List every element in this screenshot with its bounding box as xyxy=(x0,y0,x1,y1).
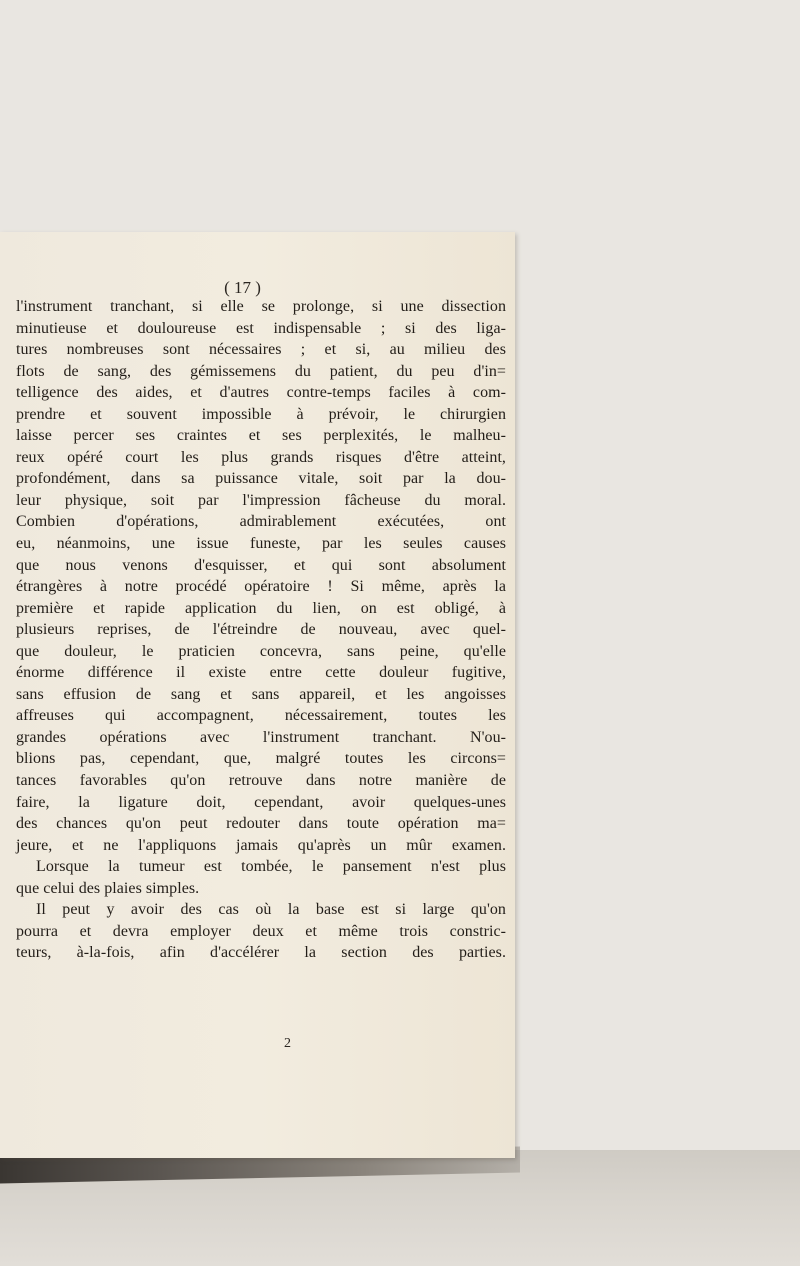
text-line-31: teurs, à-la-fois, afin d'accélérer la section des parties. xyxy=(16,944,506,962)
text-line-21: grandes opérations avec l'instrument tranchant. N'ou- xyxy=(16,728,506,746)
text-line-19: sans effusion de sang et sans appareil, et les angoisses xyxy=(16,685,506,703)
text-line-3: tures nombreuses sont nécessaires ; et si, au milieu des xyxy=(16,341,506,359)
text-line-6: prendre et souvent impossible à prévoir, le chirurgien xyxy=(16,405,506,423)
text-line-9: profondément, dans sa puissance vitale, soit par la dou- xyxy=(16,470,506,488)
text-line-30: pourra et devra employer deux et même trois constric- xyxy=(16,922,506,940)
text-line-14: étrangères à notre procédé opératoire ! Si même, après la xyxy=(16,578,506,596)
text-line-17: que douleur, le praticien concevra, sans peine, qu'elle xyxy=(16,642,506,660)
text-line-23: tances favorables qu'on retrouve dans notre manière de xyxy=(16,772,506,790)
text-line-15: première et rapide application du lien, on est obligé, à xyxy=(16,599,506,617)
text-line-29: Il peut y avoir des cas où la base est si large qu'on xyxy=(36,901,506,919)
text-line-16: plusieurs reprises, de l'étreindre de nouveau, avec quel- xyxy=(16,621,506,639)
text-line-18: énorme différence il existe entre cette douleur fugitive, xyxy=(16,664,506,682)
text-line-5: telligence des aides, et d'autres contre-temps faciles à com- xyxy=(16,384,506,402)
body-text xyxy=(16,296,506,964)
text-line-4: flots de sang, des gémissemens du patient, du peu d'in= xyxy=(16,362,506,380)
text-line-10: leur physique, soit par l'impression fâcheuse du moral. xyxy=(16,491,506,509)
page-number-text: ( 17 ) xyxy=(224,278,261,297)
text-line-2: minutieuse et douloureuse est indispensable ; si des liga- xyxy=(16,319,506,337)
text-line-13: que nous venons d'esquisser, et qui sont absolument xyxy=(16,556,506,574)
text-line-12: eu, néanmoins, une issue funeste, par les seules causes xyxy=(16,535,506,553)
text-line-7: laisse percer ses craintes et ses perplexités, le malheu- xyxy=(16,427,506,445)
text-line-20: affreuses qui accompagnent, nécessairement, toutes les xyxy=(16,707,506,725)
text-line-26: jeure, et ne l'appliquons jamais qu'après un mûr examen. xyxy=(16,836,506,854)
signature-text: 2 xyxy=(284,1036,291,1051)
text-line-25: des chances qu'on peut redouter dans toute opération ma= xyxy=(16,815,506,833)
text-line-11: Combien d'opérations, admirablement exécutées, ont xyxy=(16,513,506,531)
text-line-24: faire, la ligature doit, cependant, avoir quelques-unes xyxy=(16,793,506,811)
text-line-27: Lorsque la tumeur est tombée, le pansement n'est plus xyxy=(36,858,506,876)
text-line-1: l'instrument tranchant, si elle se prolonge, si une dissection xyxy=(16,298,506,315)
signature-mark xyxy=(0,1036,515,1052)
text-line-8: reux opéré court les plus grands risques d'être atteint, xyxy=(16,448,506,466)
text-line-22: blions pas, cependant, que, malgré toutes les circons= xyxy=(16,750,506,768)
text-line-28: que celui des plaies simples. xyxy=(16,879,200,897)
page-number xyxy=(0,278,515,298)
